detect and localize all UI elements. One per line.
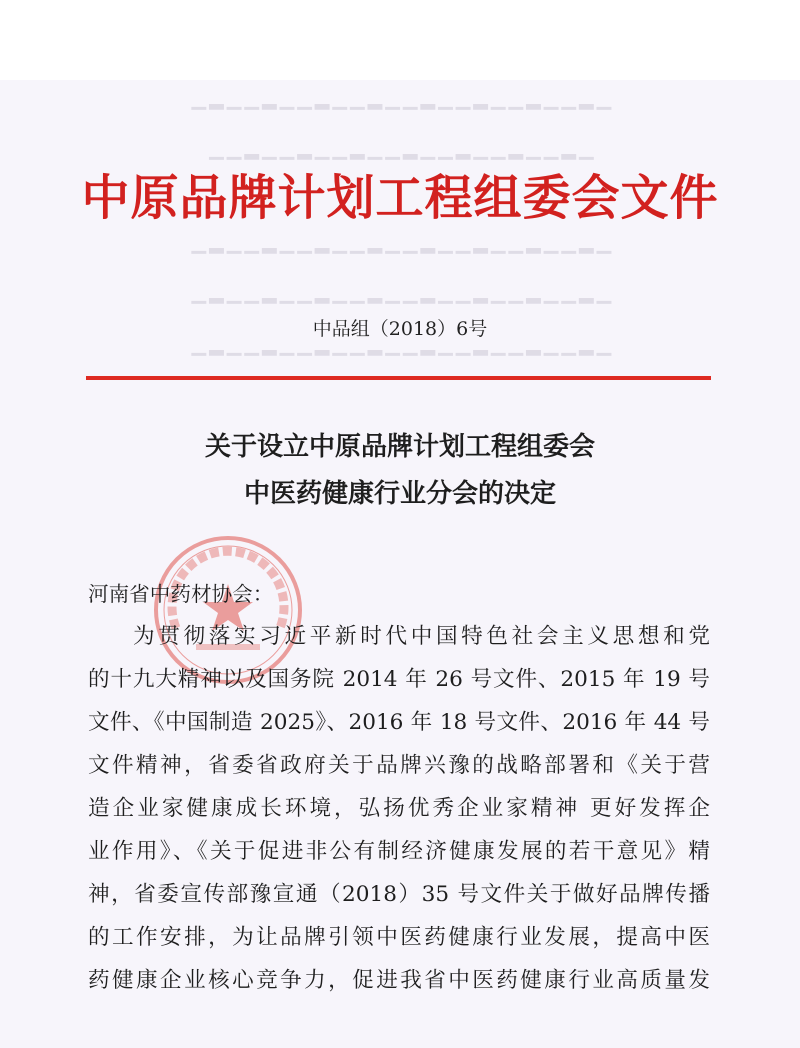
- document-masthead: 中原品牌计划工程组委会文件: [81, 170, 719, 226]
- red-divider-rule: [86, 376, 711, 380]
- show-through-texture: ▁▂▁▁▂▁▁▂▁▁▂▁▁▂▁▁▂▁▁▂▁▁▂▁: [188, 88, 612, 110]
- body-line: 文件精神，省委省政府关于品牌兴豫的战略部署和《关于营: [88, 753, 710, 778]
- body-line: 的工作安排，为让品牌引领中医药健康行业发展，提高中医: [88, 925, 710, 950]
- body-line: 为贯彻落实习近平新时代中国特色社会主义思想和党: [133, 624, 710, 649]
- show-through-texture: ▁▂▁▁▂▁▁▂▁▁▂▁▁▂▁▁▂▁▁▂▁▁▂▁: [188, 232, 612, 254]
- show-through-texture: ▁▂▁▁▂▁▁▂▁▁▂▁▁▂▁▁▂▁▁▂▁▁: [206, 138, 594, 160]
- body-line: 业作用》、《关于促进非公有制经济健康发展的若干意见》精: [88, 839, 710, 864]
- document-title-line-2: 中医药健康行业分会的决定: [243, 479, 556, 509]
- body-line: 的十九大精神以及国务院 2014 年 26 号文件、2015 年 19 号: [88, 667, 710, 692]
- body-line: 神，省委宣传部豫宣通（2018）35 号文件关于做好品牌传播: [88, 882, 710, 907]
- show-through-texture: ▁▂▁▁▂▁▁▂▁▁▂▁▁▂▁▁▂▁▁▂▁▁▂▁: [188, 334, 612, 356]
- body-line: 造企业家健康成长环境，弘扬优秀企业家精神 更好发挥企: [88, 796, 710, 821]
- body-line: 文件、《中国制造 2025》、2016 年 18 号文件、2016 年 44 号: [88, 710, 710, 735]
- document-title-line-1: 关于设立中原品牌计划工程组委会: [204, 432, 595, 462]
- salutation: 河南省中药材协会：: [88, 582, 274, 606]
- show-through-texture: ▁▂▁▁▂▁▁▂▁▁▂▁▁▂▁▁▂▁▁▂▁▁▂▁: [188, 282, 612, 304]
- document-number: 中品组（2018）6号: [312, 318, 488, 340]
- body-line: 药健康企业核心竞争力，促进我省中医药健康行业高质量发: [88, 968, 710, 993]
- official-seal-stamp: [150, 532, 306, 688]
